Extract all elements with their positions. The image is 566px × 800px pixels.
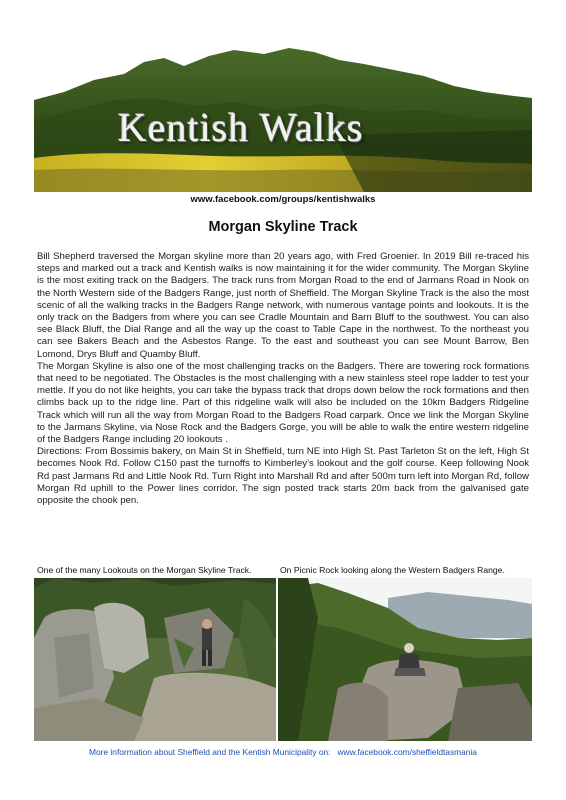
paragraph-intro: Bill Shepherd traversed the Morgan skyline more than 20 years ago, with Fred Groenier. In 2019 Bill re-traced his steps and marked out a track and Kentish walks is now maintaining it for the wider community. The Morgan Skyline is the most exiting track on the Badgers. The track runs from Morgan Road to the end of Jarmans Road in Nook on the North Western side of the Badgers Range, just north of Sheffield. The Morgan Skyline Track is the also the most scenic of all the walking tracks in the Badgers Range network, with numerous vantage points and lookouts. It is the only track on the Badgers from where you can see Cradle Mountain and Barn Bluff to the southwest. You can also see Black Bluff, the Dial Range and all the way up the coast to Table Cape in the northwest. To the northeast you can see Bakers Beach and the Asbestos Range. To the east and southeast you can see Mount Barrow, Ben Lomond, Drys Bluff and Quamby Bluff. bbox=[37, 251, 529, 360]
paragraph-challenge: The Morgan Skyline is also one of the most challenging tracks on the Badgers. There are towering rock formations that need to be negotiated. The Obstacles is the most challenging with a new stainless steel rope ladder to test your mettle. If you do not like heights, you can take the bypass track that drops down below the rock formations and then climbs back up to the ridge line. Part of this ridgeline walk will also be included on the 10km Badgers Ridgeline Track which will run all the way from Morgan Road to the Badgers Road carpark. Once we link the Morgan Skyline to the Jarmans Skyline, via Nose Rock and the Badgers Gorge, you will be able to walk the entire western ridgeline of the Badgers Range including 20 lookouts . bbox=[37, 360, 529, 446]
photo-caption-right: On Picnic Rock looking along the Western Badgers Range. bbox=[280, 565, 505, 575]
rock-lookout-image bbox=[34, 578, 276, 741]
picnic-rock-photo bbox=[278, 578, 532, 741]
lookout-photo bbox=[34, 578, 276, 741]
page-title: Morgan Skyline Track bbox=[208, 219, 358, 235]
footer-link[interactable]: www.facebook.com/sheffieldtasmania bbox=[337, 747, 477, 757]
article-body bbox=[37, 251, 529, 507]
photo-caption-left: One of the many Lookouts on the Morgan Skyline Track. bbox=[37, 565, 252, 575]
banner-title: Kentish Walks bbox=[118, 105, 364, 150]
picnic-rock-image bbox=[278, 578, 532, 741]
footer-info bbox=[0, 747, 566, 757]
facebook-group-link[interactable]: www.facebook.com/groups/kentishwalks bbox=[190, 194, 376, 205]
paragraph-directions: Directions: From Bossimis bakery, on Main St in Sheffield, turn NE into High St. Past Tarleton St on the left, High St becomes Nook Rd. Follow C150 past the turnoffs to Kimberley’s lookout and the golf course. Keep following Nook Rd past Jarmans Rd and Little Nook Rd. Turn Right into Marshall Rd and after 500m turn left into Morgan Rd, follow Morgan Rd uphill to the Power lines corridor. The sign posted track starts 20m back from the galvanised gate opposite the chook pen. bbox=[37, 446, 529, 507]
footer-text: More information about Sheffield and the Kentish Municipality on: bbox=[89, 747, 331, 757]
header-banner bbox=[34, 40, 532, 192]
